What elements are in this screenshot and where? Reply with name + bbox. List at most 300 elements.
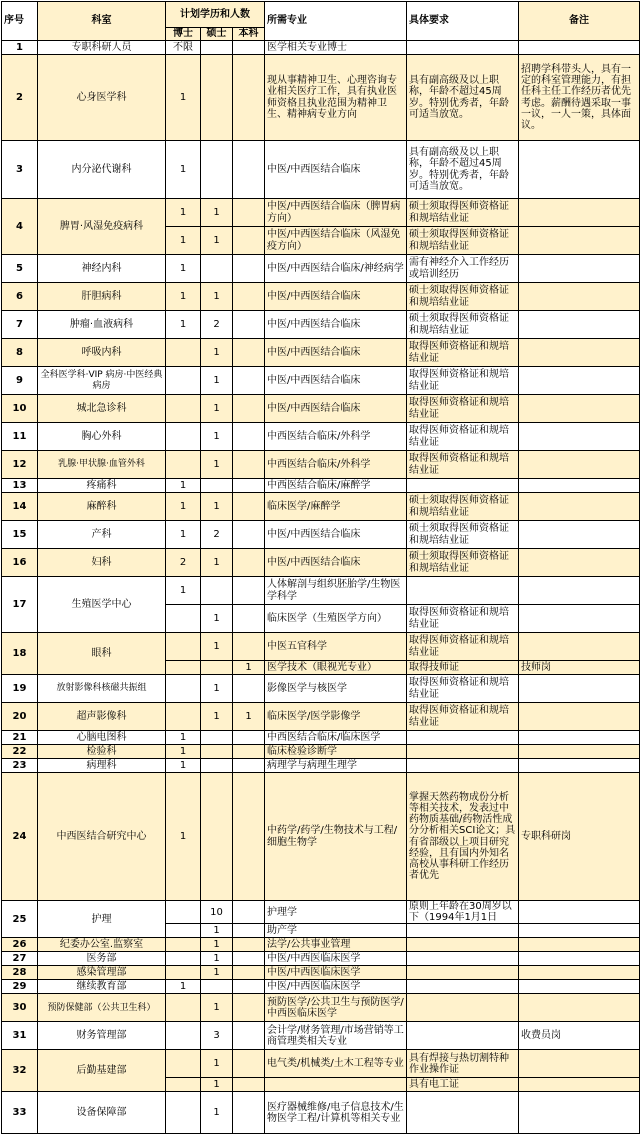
- cell-note: 招聘学科带头人，具有一定的科室管理能力，有担任科主任工作经历者优先考虑。薪酬待遇采取一事一议，一人一策，具体面议。: [519, 55, 640, 141]
- cell-master: 1: [201, 339, 233, 367]
- cell-note: [519, 966, 640, 980]
- cell-note: [519, 901, 640, 924]
- cell-bachelor: [233, 759, 265, 773]
- cell-master: 1: [201, 493, 233, 521]
- header-phd: 博士: [166, 28, 201, 41]
- cell-req: [407, 731, 519, 745]
- cell-req: 取得医师资格证和规培结业证: [407, 367, 519, 395]
- table-row: [2, 339, 640, 367]
- cell-note: [519, 311, 640, 339]
- cell-dept: 医务部: [38, 952, 166, 966]
- table-body: [2, 41, 640, 1134]
- cell-dept: 胸心外科: [38, 423, 166, 451]
- cell-dept: 继续教育部: [38, 980, 166, 994]
- cell-major: 影像医学与核医学: [265, 675, 407, 703]
- cell-master: [201, 577, 233, 605]
- cell-bachelor: [233, 549, 265, 577]
- cell-note: [519, 283, 640, 311]
- header-master: 硕士: [201, 28, 233, 41]
- cell-seq: 4: [2, 199, 38, 255]
- cell-bachelor: [233, 994, 265, 1022]
- cell-major: 中西医结合临床/外科学: [265, 423, 407, 451]
- cell-bachelor: [233, 395, 265, 423]
- table-row: [2, 633, 640, 661]
- cell-bachelor: [233, 339, 265, 367]
- cell-master: 1: [201, 952, 233, 966]
- cell-master: 1: [201, 994, 233, 1022]
- cell-phd: 不限: [166, 41, 201, 55]
- cell-dept: 设备保障部: [38, 1092, 166, 1134]
- table-row: [2, 451, 640, 479]
- cell-major: 中西医结合临床/临床医学: [265, 731, 407, 745]
- cell-bachelor: 1: [233, 703, 265, 731]
- cell-dept: 呼吸内科: [38, 339, 166, 367]
- header-dept: 科室: [38, 2, 166, 41]
- cell-phd: [166, 605, 201, 633]
- cell-phd: 1: [166, 255, 201, 283]
- cell-bachelor: [233, 141, 265, 199]
- cell-seq: 31: [2, 1022, 38, 1050]
- cell-req: 取得医师资格证和规培结业证: [407, 395, 519, 423]
- cell-major: 中医/中西医结合临床: [265, 283, 407, 311]
- cell-dept: 护理: [38, 901, 166, 938]
- cell-seq: 12: [2, 451, 38, 479]
- cell-major: 中医/中西医结合临床: [265, 311, 407, 339]
- cell-dept: 心身医学科: [38, 55, 166, 141]
- cell-phd: 1: [166, 479, 201, 493]
- cell-dept: 放射影像科核磁共振组: [38, 675, 166, 703]
- cell-note: [519, 227, 640, 255]
- cell-req: [407, 938, 519, 952]
- cell-phd: [166, 339, 201, 367]
- cell-master: 1: [201, 703, 233, 731]
- cell-bachelor: [233, 1022, 265, 1050]
- cell-req: [407, 745, 519, 759]
- cell-dept: 眼科: [38, 633, 166, 675]
- cell-req: 具有副高级及以上职称，年龄不超过45周岁。特别优秀者，年龄可适当放宽。: [407, 55, 519, 141]
- cell-dept: 麻醉科: [38, 493, 166, 521]
- cell-master: [201, 141, 233, 199]
- cell-bachelor: [233, 952, 265, 966]
- cell-major: 人体解剖与组织胚胎学/生物医学科学: [265, 577, 407, 605]
- cell-note: [519, 339, 640, 367]
- cell-req: 取得医师资格证和规培结业证: [407, 605, 519, 633]
- cell-bachelor: [233, 773, 265, 901]
- cell-dept: 超声影像科: [38, 703, 166, 731]
- cell-note: [519, 1078, 640, 1092]
- cell-note: [519, 633, 640, 661]
- cell-seq: 14: [2, 493, 38, 521]
- cell-req: 硕士须取得医师资格证和规培结业证: [407, 227, 519, 255]
- cell-major: 中西医结合临床/外科学: [265, 451, 407, 479]
- cell-bachelor: [233, 367, 265, 395]
- cell-req: 硕士须取得医师资格证和规培结业证: [407, 199, 519, 227]
- cell-bachelor: [233, 966, 265, 980]
- cell-major: 中医/中西医临床医学: [265, 980, 407, 994]
- cell-bachelor: [233, 41, 265, 55]
- table-row: [2, 521, 640, 549]
- cell-master: [201, 479, 233, 493]
- cell-major: 中医/中西医结合临床: [265, 395, 407, 423]
- cell-phd: 1: [166, 521, 201, 549]
- header-req: 具体要求: [407, 2, 519, 41]
- cell-master: [201, 773, 233, 901]
- cell-note: [519, 605, 640, 633]
- cell-dept: 后勤基建部: [38, 1050, 166, 1092]
- cell-note: [519, 980, 640, 994]
- cell-dept: 纪委办公室.监察室: [38, 938, 166, 952]
- cell-major: 中医/中西医结合临床（脾胃病方向）: [265, 199, 407, 227]
- cell-req: [407, 1022, 519, 1050]
- cell-seq: 27: [2, 952, 38, 966]
- cell-phd: [166, 395, 201, 423]
- cell-seq: 24: [2, 773, 38, 901]
- table-row: [2, 1050, 640, 1078]
- cell-seq: 19: [2, 675, 38, 703]
- cell-master: 1: [201, 283, 233, 311]
- cell-dept: 中西医结合研究中心: [38, 773, 166, 901]
- cell-major: 病理学与病理生理学: [265, 759, 407, 773]
- table-row: [2, 141, 640, 199]
- table-row: [2, 367, 640, 395]
- cell-major: 中医/中西医临床医学: [265, 966, 407, 980]
- cell-req: 硕士须取得医师资格证和规培结业证: [407, 311, 519, 339]
- cell-master: [201, 980, 233, 994]
- cell-phd: 1: [166, 773, 201, 901]
- cell-phd: [166, 1092, 201, 1134]
- cell-phd: 1: [166, 311, 201, 339]
- cell-master: 2: [201, 311, 233, 339]
- cell-seq: 23: [2, 759, 38, 773]
- cell-req: 取得医师资格证和规培结业证: [407, 339, 519, 367]
- cell-major: 中医/中西医结合临床/神经病学: [265, 255, 407, 283]
- table-row: [2, 55, 640, 141]
- cell-note: [519, 938, 640, 952]
- cell-req: [407, 924, 519, 938]
- cell-master: 1: [201, 1092, 233, 1134]
- cell-bachelor: [233, 227, 265, 255]
- cell-phd: [166, 924, 201, 938]
- cell-seq: 1: [2, 41, 38, 55]
- cell-bachelor: [233, 423, 265, 451]
- cell-master: [201, 255, 233, 283]
- cell-dept: 预防保健部（公共卫生科）: [38, 994, 166, 1022]
- header-plan: 计划学历和人数: [166, 2, 265, 28]
- cell-note: [519, 255, 640, 283]
- cell-req: 硕士须取得医师资格证和规培结业证: [407, 283, 519, 311]
- cell-bachelor: [233, 1050, 265, 1078]
- cell-dept: 妇科: [38, 549, 166, 577]
- cell-master: 1: [201, 1050, 233, 1078]
- cell-phd: 1: [166, 493, 201, 521]
- cell-seq: 26: [2, 938, 38, 952]
- cell-master: 10: [201, 901, 233, 924]
- table-row: [2, 994, 640, 1022]
- cell-dept: 心脑电图科: [38, 731, 166, 745]
- table-row: [2, 938, 640, 952]
- cell-req: 硕士须取得医师资格证和规培结业证: [407, 549, 519, 577]
- cell-dept: 乳腺·甲状腺·血管外科: [38, 451, 166, 479]
- cell-bachelor: [233, 745, 265, 759]
- cell-note: [519, 1092, 640, 1134]
- cell-master: 1: [201, 605, 233, 633]
- cell-seq: 7: [2, 311, 38, 339]
- cell-master: 1: [201, 1078, 233, 1092]
- cell-dept: 内分泌代谢科: [38, 141, 166, 199]
- cell-seq: 32: [2, 1050, 38, 1092]
- cell-seq: 30: [2, 994, 38, 1022]
- cell-phd: [166, 633, 201, 661]
- cell-dept: 产科: [38, 521, 166, 549]
- cell-dept: 病理科: [38, 759, 166, 773]
- cell-note: [519, 479, 640, 493]
- cell-note: [519, 924, 640, 938]
- cell-major: 中医/中西医结合临床: [265, 521, 407, 549]
- cell-master: 1: [201, 924, 233, 938]
- cell-major: 护理学: [265, 901, 407, 924]
- table-row: [2, 1092, 640, 1134]
- cell-bachelor: [233, 938, 265, 952]
- cell-major: 中西医结合临床/麻醉学: [265, 479, 407, 493]
- table-row: [2, 952, 640, 966]
- cell-note: [519, 577, 640, 605]
- cell-req: 取得技师证: [407, 661, 519, 675]
- cell-bachelor: [233, 521, 265, 549]
- cell-seq: 11: [2, 423, 38, 451]
- header-note: 备注: [519, 2, 640, 41]
- cell-major: 中药学/药学/生物技术与工程/细胞生物学: [265, 773, 407, 901]
- cell-seq: 10: [2, 395, 38, 423]
- table-row: [2, 41, 640, 55]
- cell-bachelor: [233, 605, 265, 633]
- header-major: 所需专业: [265, 2, 407, 41]
- cell-bachelor: 1: [233, 661, 265, 675]
- cell-bachelor: [233, 283, 265, 311]
- cell-req: 需有神经介入工作经历或培训经历: [407, 255, 519, 283]
- cell-bachelor: [233, 493, 265, 521]
- cell-note: [519, 451, 640, 479]
- cell-dept: 感染管理部: [38, 966, 166, 980]
- table-row: [2, 759, 640, 773]
- cell-bachelor: [233, 633, 265, 661]
- cell-phd: [166, 1022, 201, 1050]
- cell-major: 中医/中西医结合临床: [265, 549, 407, 577]
- cell-dept: 检验科: [38, 745, 166, 759]
- cell-req: [407, 759, 519, 773]
- cell-major: 中医五官科学: [265, 633, 407, 661]
- cell-req: 取得医师资格证和规培结业证: [407, 423, 519, 451]
- cell-bachelor: [233, 924, 265, 938]
- cell-phd: 1: [166, 745, 201, 759]
- cell-req: [407, 952, 519, 966]
- cell-phd: [166, 1078, 201, 1092]
- cell-major: 中医/中西医结合临床: [265, 141, 407, 199]
- cell-note: [519, 41, 640, 55]
- cell-req: 硕士须取得医师资格证和规培结业证: [407, 493, 519, 521]
- cell-major: 现从事精神卫生、心理咨询专业相关医疗工作，具有执业医师资格且执业范围为精神卫生、精神病专业方向: [265, 55, 407, 141]
- cell-seq: 6: [2, 283, 38, 311]
- cell-master: 3: [201, 1022, 233, 1050]
- cell-seq: 15: [2, 521, 38, 549]
- cell-master: 1: [201, 227, 233, 255]
- cell-phd: [166, 952, 201, 966]
- cell-major: 医学技术（眼视光专业）: [265, 661, 407, 675]
- cell-seq: 33: [2, 1092, 38, 1134]
- cell-master: 1: [201, 367, 233, 395]
- cell-phd: [166, 703, 201, 731]
- cell-phd: [166, 451, 201, 479]
- cell-major: 医疗器械维修/电子信息技术/生物医学工程/计算机等相关专业: [265, 1092, 407, 1134]
- table-row: [2, 675, 640, 703]
- cell-master: 1: [201, 966, 233, 980]
- cell-phd: 1: [166, 283, 201, 311]
- cell-seq: 8: [2, 339, 38, 367]
- cell-note: 收费员岗: [519, 1022, 640, 1050]
- cell-seq: 20: [2, 703, 38, 731]
- recruitment-table: [1, 1, 640, 1134]
- table-row: [2, 901, 640, 924]
- cell-master: 2: [201, 521, 233, 549]
- cell-major: 电气类/机械类/土木工程等专业: [265, 1050, 407, 1078]
- cell-seq: 5: [2, 255, 38, 283]
- cell-major: [265, 1078, 407, 1092]
- cell-bachelor: [233, 55, 265, 141]
- cell-major: 临床医学（生殖医学方向）: [265, 605, 407, 633]
- table-row: [2, 773, 640, 901]
- table-row: [2, 311, 640, 339]
- cell-major: 法学/公共事业管理: [265, 938, 407, 952]
- table-row: [2, 549, 640, 577]
- cell-dept: 专职科研人员: [38, 41, 166, 55]
- cell-master: 1: [201, 633, 233, 661]
- cell-dept: 疼痛科: [38, 479, 166, 493]
- cell-note: [519, 395, 640, 423]
- cell-note: [519, 1050, 640, 1078]
- cell-req: 原则上年龄在30周岁以下（1994年1月1日: [407, 901, 519, 924]
- table-row: [2, 395, 640, 423]
- cell-req: [407, 966, 519, 980]
- cell-dept: 生殖医学中心: [38, 577, 166, 633]
- cell-note: [519, 759, 640, 773]
- cell-req: [407, 994, 519, 1022]
- table-row: [2, 731, 640, 745]
- cell-note: [519, 367, 640, 395]
- cell-phd: [166, 661, 201, 675]
- cell-bachelor: [233, 901, 265, 924]
- cell-seq: 22: [2, 745, 38, 759]
- table-row: [2, 1022, 640, 1050]
- cell-req: [407, 1092, 519, 1134]
- cell-bachelor: [233, 675, 265, 703]
- cell-major: 助产学: [265, 924, 407, 938]
- cell-phd: 2: [166, 549, 201, 577]
- cell-note: [519, 199, 640, 227]
- cell-note: [519, 994, 640, 1022]
- cell-master: [201, 661, 233, 675]
- cell-req: [407, 479, 519, 493]
- cell-dept: 肿瘤·血液病科: [38, 311, 166, 339]
- cell-phd: 1: [166, 141, 201, 199]
- cell-note: [519, 493, 640, 521]
- cell-major: 中医/中西医结合临床（风湿免疫方向）: [265, 227, 407, 255]
- cell-note: [519, 675, 640, 703]
- cell-note: [519, 745, 640, 759]
- cell-major: 医学相关专业博士: [265, 41, 407, 55]
- cell-master: [201, 41, 233, 55]
- cell-phd: 1: [166, 759, 201, 773]
- cell-note: [519, 731, 640, 745]
- cell-phd: [166, 994, 201, 1022]
- cell-master: 1: [201, 549, 233, 577]
- cell-bachelor: [233, 577, 265, 605]
- cell-note: [519, 141, 640, 199]
- cell-req: 硕士须取得医师资格证和规培结业证: [407, 521, 519, 549]
- table-row: [2, 493, 640, 521]
- cell-req: 取得医师资格证和规培结业证: [407, 451, 519, 479]
- cell-seq: 17: [2, 577, 38, 633]
- cell-bachelor: [233, 451, 265, 479]
- cell-bachelor: [233, 311, 265, 339]
- table-row: [2, 199, 640, 227]
- cell-dept: 全科医学科·VIP 病房·中医经典病房: [38, 367, 166, 395]
- cell-master: [201, 731, 233, 745]
- cell-seq: 21: [2, 731, 38, 745]
- cell-master: [201, 55, 233, 141]
- cell-note: 技师岗: [519, 661, 640, 675]
- cell-bachelor: [233, 1092, 265, 1134]
- cell-req: 取得医师资格证和规培结业证: [407, 675, 519, 703]
- cell-seq: 18: [2, 633, 38, 675]
- table-row: [2, 255, 640, 283]
- cell-phd: 1: [166, 199, 201, 227]
- cell-bachelor: [233, 199, 265, 227]
- cell-seq: 25: [2, 901, 38, 938]
- cell-bachelor: [233, 1078, 265, 1092]
- cell-phd: 1: [166, 731, 201, 745]
- cell-note: [519, 952, 640, 966]
- table-row: [2, 703, 640, 731]
- cell-req: 具有电工证: [407, 1078, 519, 1092]
- table-row: [2, 745, 640, 759]
- table-row: [2, 423, 640, 451]
- cell-seq: 9: [2, 367, 38, 395]
- cell-seq: 28: [2, 966, 38, 980]
- table-row: [2, 479, 640, 493]
- cell-master: [201, 745, 233, 759]
- cell-phd: [166, 367, 201, 395]
- header-bachelor: 本科: [233, 28, 265, 41]
- cell-dept: 肝胆病科: [38, 283, 166, 311]
- cell-note: [519, 703, 640, 731]
- table-row: [2, 966, 640, 980]
- cell-major: 预防医学/公共卫生与预防医学/中西医临床医学: [265, 994, 407, 1022]
- cell-note: [519, 521, 640, 549]
- cell-master: [201, 759, 233, 773]
- cell-phd: [166, 966, 201, 980]
- cell-note: [519, 423, 640, 451]
- cell-dept: 神经内科: [38, 255, 166, 283]
- header-seq: 序号: [2, 2, 38, 41]
- cell-phd: [166, 423, 201, 451]
- cell-phd: 1: [166, 227, 201, 255]
- cell-master: 1: [201, 451, 233, 479]
- cell-major: 中医/中西医结合临床: [265, 367, 407, 395]
- cell-major: 临床医学/麻醉学: [265, 493, 407, 521]
- cell-bachelor: [233, 980, 265, 994]
- cell-req: 掌握天然药物成份分析等相关技术，发表过中药物质基础/药物活性成分分析相关SCI论文；具有省部级以上项目研究经验，且有国内外知名高校从事科研工作经历者优先: [407, 773, 519, 901]
- cell-phd: [166, 938, 201, 952]
- cell-req: [407, 980, 519, 994]
